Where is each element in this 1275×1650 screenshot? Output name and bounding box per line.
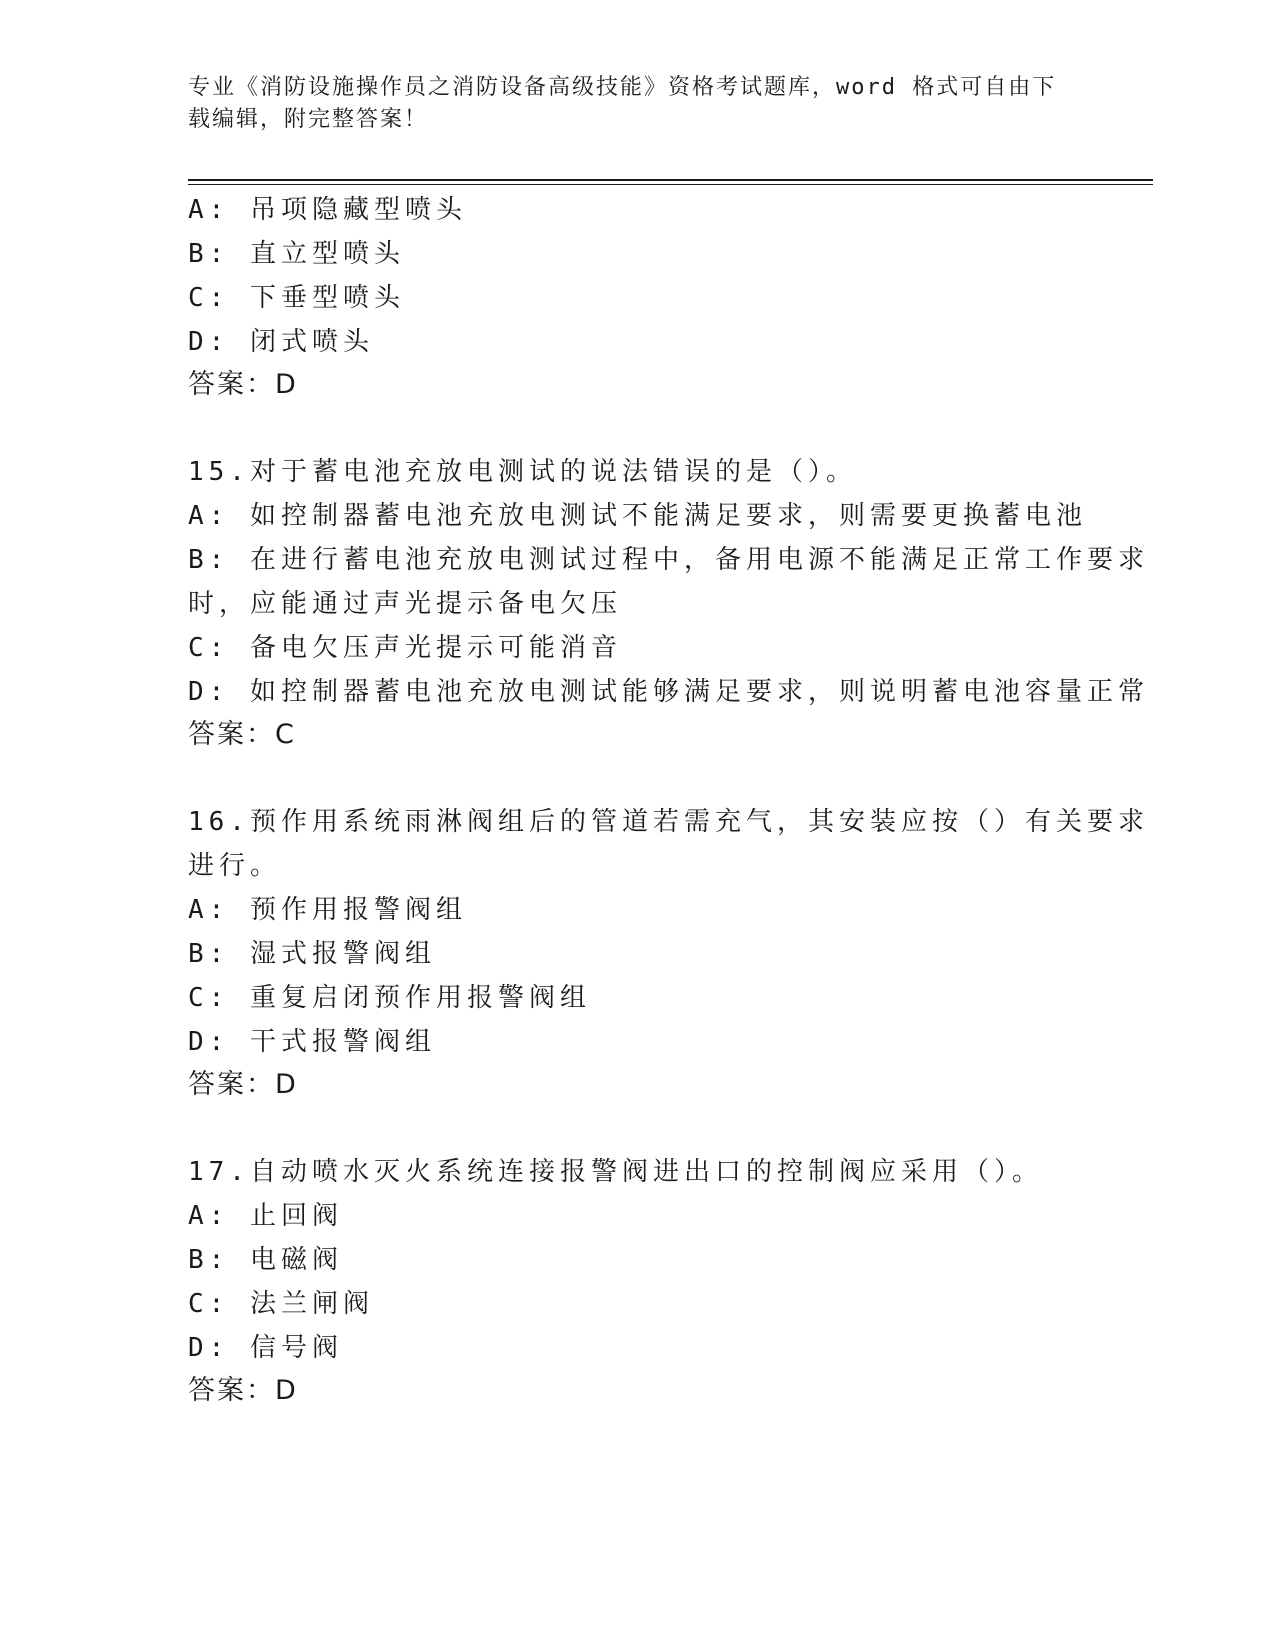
q17-option-d: D: 信号阀 bbox=[188, 1333, 343, 1363]
q15-option-c: C: 备电欠压声光提示可能消音 bbox=[188, 633, 622, 663]
header-divider-thin bbox=[188, 184, 1153, 185]
q16-option-b: B: 湿式报警阀组 bbox=[188, 939, 436, 969]
header-divider-thick bbox=[188, 179, 1153, 181]
q16-option-d: D: 干式报警阀组 bbox=[188, 1027, 436, 1057]
q15-option-b-line-1: B: 在进行蓄电池充放电测试过程中，备用电源不能满足正常工作要求 bbox=[188, 545, 1149, 575]
q17-question: 17.自动喷水灭火系统连接报警阀进出口的控制阀应采用（）。 bbox=[188, 1157, 1043, 1187]
q14-option-c: C: 下垂型喷头 bbox=[188, 283, 405, 313]
q15-answer: 答案：C bbox=[188, 719, 296, 750]
header-line-2: 载编辑，附完整答案！ bbox=[188, 107, 429, 132]
q14-option-b: B: 直立型喷头 bbox=[188, 239, 405, 269]
q15-option-a: A: 如控制器蓄电池充放电测试不能满足要求，则需要更换蓄电池 bbox=[188, 501, 1087, 531]
header-line-1: 专业《消防设施操作员之消防设备高级技能》资格考试题库，word 格式可自由下 bbox=[188, 75, 1057, 100]
q14-answer: 答案：D bbox=[188, 369, 298, 400]
q16-option-c: C: 重复启闭预作用报警阀组 bbox=[188, 983, 591, 1013]
document-header bbox=[188, 72, 1088, 136]
q17-answer: 答案：D bbox=[188, 1375, 298, 1406]
q17-option-b: B: 电磁阀 bbox=[188, 1245, 343, 1275]
q14-option-d: D: 闭式喷头 bbox=[188, 327, 374, 357]
q16-answer: 答案：D bbox=[188, 1069, 298, 1100]
q15-question: 15.对于蓄电池充放电测试的说法错误的是（）。 bbox=[188, 457, 857, 487]
q17-option-a: A: 止回阀 bbox=[188, 1201, 343, 1231]
q16-option-a: A: 预作用报警阀组 bbox=[188, 895, 467, 925]
q15-option-d: D: 如控制器蓄电池充放电测试能够满足要求，则说明蓄电池容量正常 bbox=[188, 677, 1149, 707]
q17-option-c: C: 法兰闸阀 bbox=[188, 1289, 374, 1319]
q15-option-b-line-2: 时，应能通过声光提示备电欠压 bbox=[188, 589, 623, 619]
q16-question-line-1: 16.预作用系统雨淋阀组后的管道若需充气，其安装应按（）有关要求 bbox=[188, 807, 1149, 837]
q14-option-a: A: 吊项隐藏型喷头 bbox=[188, 195, 467, 225]
q16-question-line-2: 进行。 bbox=[188, 851, 282, 881]
